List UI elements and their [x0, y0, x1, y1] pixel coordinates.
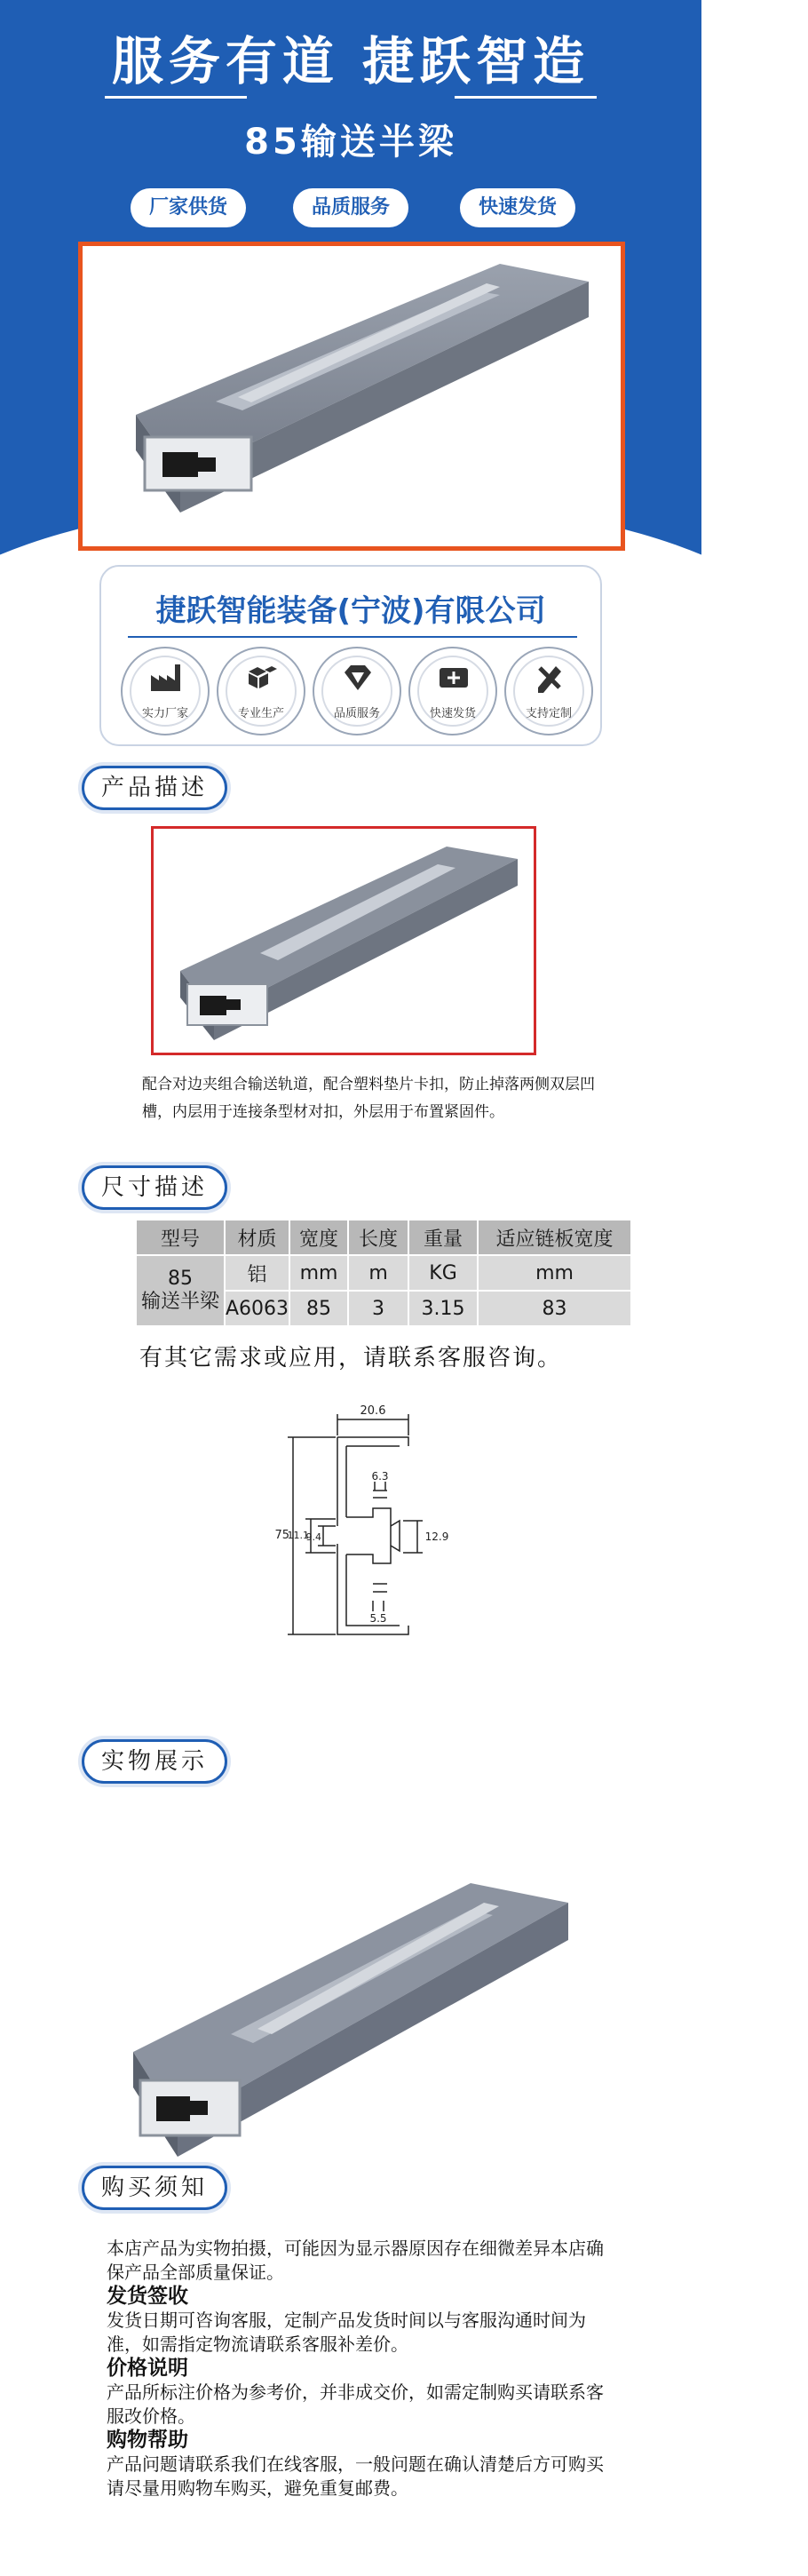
badge-label: 支持定制: [525, 707, 572, 720]
section-title-size-description: 尺寸描述: [82, 1165, 227, 1210]
truck-icon: [437, 661, 471, 695]
hero-divider-left: [105, 96, 247, 99]
spec-header-width: 宽度: [289, 1220, 348, 1255]
section-title-real-display: 实物展示: [82, 1739, 227, 1784]
dim-text: 5.5: [369, 1612, 387, 1625]
description-product-photo: [151, 826, 536, 1055]
spec-value-length: 3: [348, 1291, 408, 1326]
badge-professional-production: [217, 647, 305, 735]
spec-table: [135, 1219, 632, 1327]
spec-unit-row: [136, 1255, 631, 1291]
dim-text: 12.9: [424, 1530, 449, 1543]
spec-header-weight: 重量: [408, 1220, 478, 1255]
diamond-icon: [341, 661, 375, 695]
spec-value-material: A6063: [225, 1291, 289, 1326]
badge-label: 实力厂家: [141, 707, 188, 720]
spec-value-weight: 3.15: [408, 1291, 478, 1326]
dim-text: 6.3: [371, 1470, 389, 1483]
pill-quality-service: 品质服务: [293, 188, 408, 227]
purchase-notes-text: [107, 2237, 604, 2500]
spec-header-model: 型号: [136, 1220, 225, 1255]
section-title-purchase-notes: 购买须知: [82, 2166, 227, 2210]
purchase-heading-price: 价格说明: [107, 2357, 188, 2380]
badge-strong-factory: [121, 647, 210, 735]
hero-subtitle: 85输送半梁: [244, 122, 457, 163]
dim-text: 9.4: [305, 1531, 321, 1543]
spec-header-row: [136, 1220, 631, 1255]
dim-text: 11.1: [287, 1530, 309, 1541]
spec-unit-width: mm: [289, 1255, 348, 1291]
spec-model-cell: 85 输送半梁: [136, 1255, 225, 1326]
spec-unit-weight: KG: [408, 1255, 478, 1291]
badge-custom-support: [504, 647, 593, 735]
spec-value-width: 85: [289, 1291, 348, 1326]
purchase-body-help: 产品问题请联系我们在线客服，一般问题在确认清楚后方可购买请尽量用购物车购买，避免重复邮费。: [107, 2453, 604, 2499]
purchase-body-price: 产品所标注价格为参考价，并非成交价，如需定制购买请联系客服改价格。: [107, 2381, 604, 2427]
spec-unit-chain-width: mm: [478, 1255, 631, 1291]
cubes-icon: [245, 661, 279, 695]
spec-header-chain-width: 适应链板宽度: [478, 1220, 631, 1255]
badge-fast-shipping: [408, 647, 497, 735]
company-card: [99, 565, 602, 746]
purchase-heading-help: 购物帮助: [107, 2429, 188, 2452]
contact-note: 有其它需求或应用，请联系客服咨询。: [139, 1345, 562, 1371]
badge-quality-service: [313, 647, 401, 735]
dim-text: 75: [274, 1529, 289, 1542]
factory-icon: [149, 661, 183, 695]
purchase-body-shipping: 发货日期可咨询客服，定制产品发货时间以与客服沟通时间为准，如需指定物流请联系客服补差价。: [107, 2310, 586, 2355]
pencil-ruler-icon: [533, 661, 566, 695]
badge-label: 品质服务: [333, 707, 380, 720]
company-name: 捷跃智能装备(宁波)有限公司: [155, 593, 546, 629]
product-description-text: 配合对边夹组合输送轨道，配合塑料垫片卡扣，防止掉落两侧双层凹槽，内层用于连接条型材对扣，外层用于布置紧固件。: [142, 1076, 595, 1121]
hero-title: 服务有道 捷跃智造: [111, 31, 590, 91]
purchase-intro: 本店产品为实物拍摄，可能因为显示器原因存在细微差异本店确保产品全部质量保证。: [107, 2238, 604, 2283]
pill-fast-shipping: 快速发货: [460, 188, 575, 227]
spec-value-chain-width: 83: [478, 1291, 631, 1326]
badge-label: 专业生产: [237, 707, 284, 720]
spec-header-length: 长度: [348, 1220, 408, 1255]
badge-label: 快速发货: [429, 707, 476, 720]
hero-product-photo: [78, 242, 625, 551]
section-title-product-description: 产品描述: [82, 766, 227, 810]
hero-divider-right: [455, 96, 597, 99]
spec-unit-length: m: [348, 1255, 408, 1291]
pill-factory-supply: 厂家供货: [131, 188, 246, 227]
hero-banner: [0, 0, 701, 720]
company-divider: [128, 636, 577, 638]
real-product-photo: [115, 1848, 586, 2203]
technical-drawing: [240, 1402, 479, 1668]
dim-text: 20.6: [360, 1404, 386, 1418]
purchase-heading-shipping: 发货签收: [107, 2285, 188, 2308]
spec-unit-material: 铝: [225, 1255, 289, 1291]
spec-header-material: 材质: [225, 1220, 289, 1255]
